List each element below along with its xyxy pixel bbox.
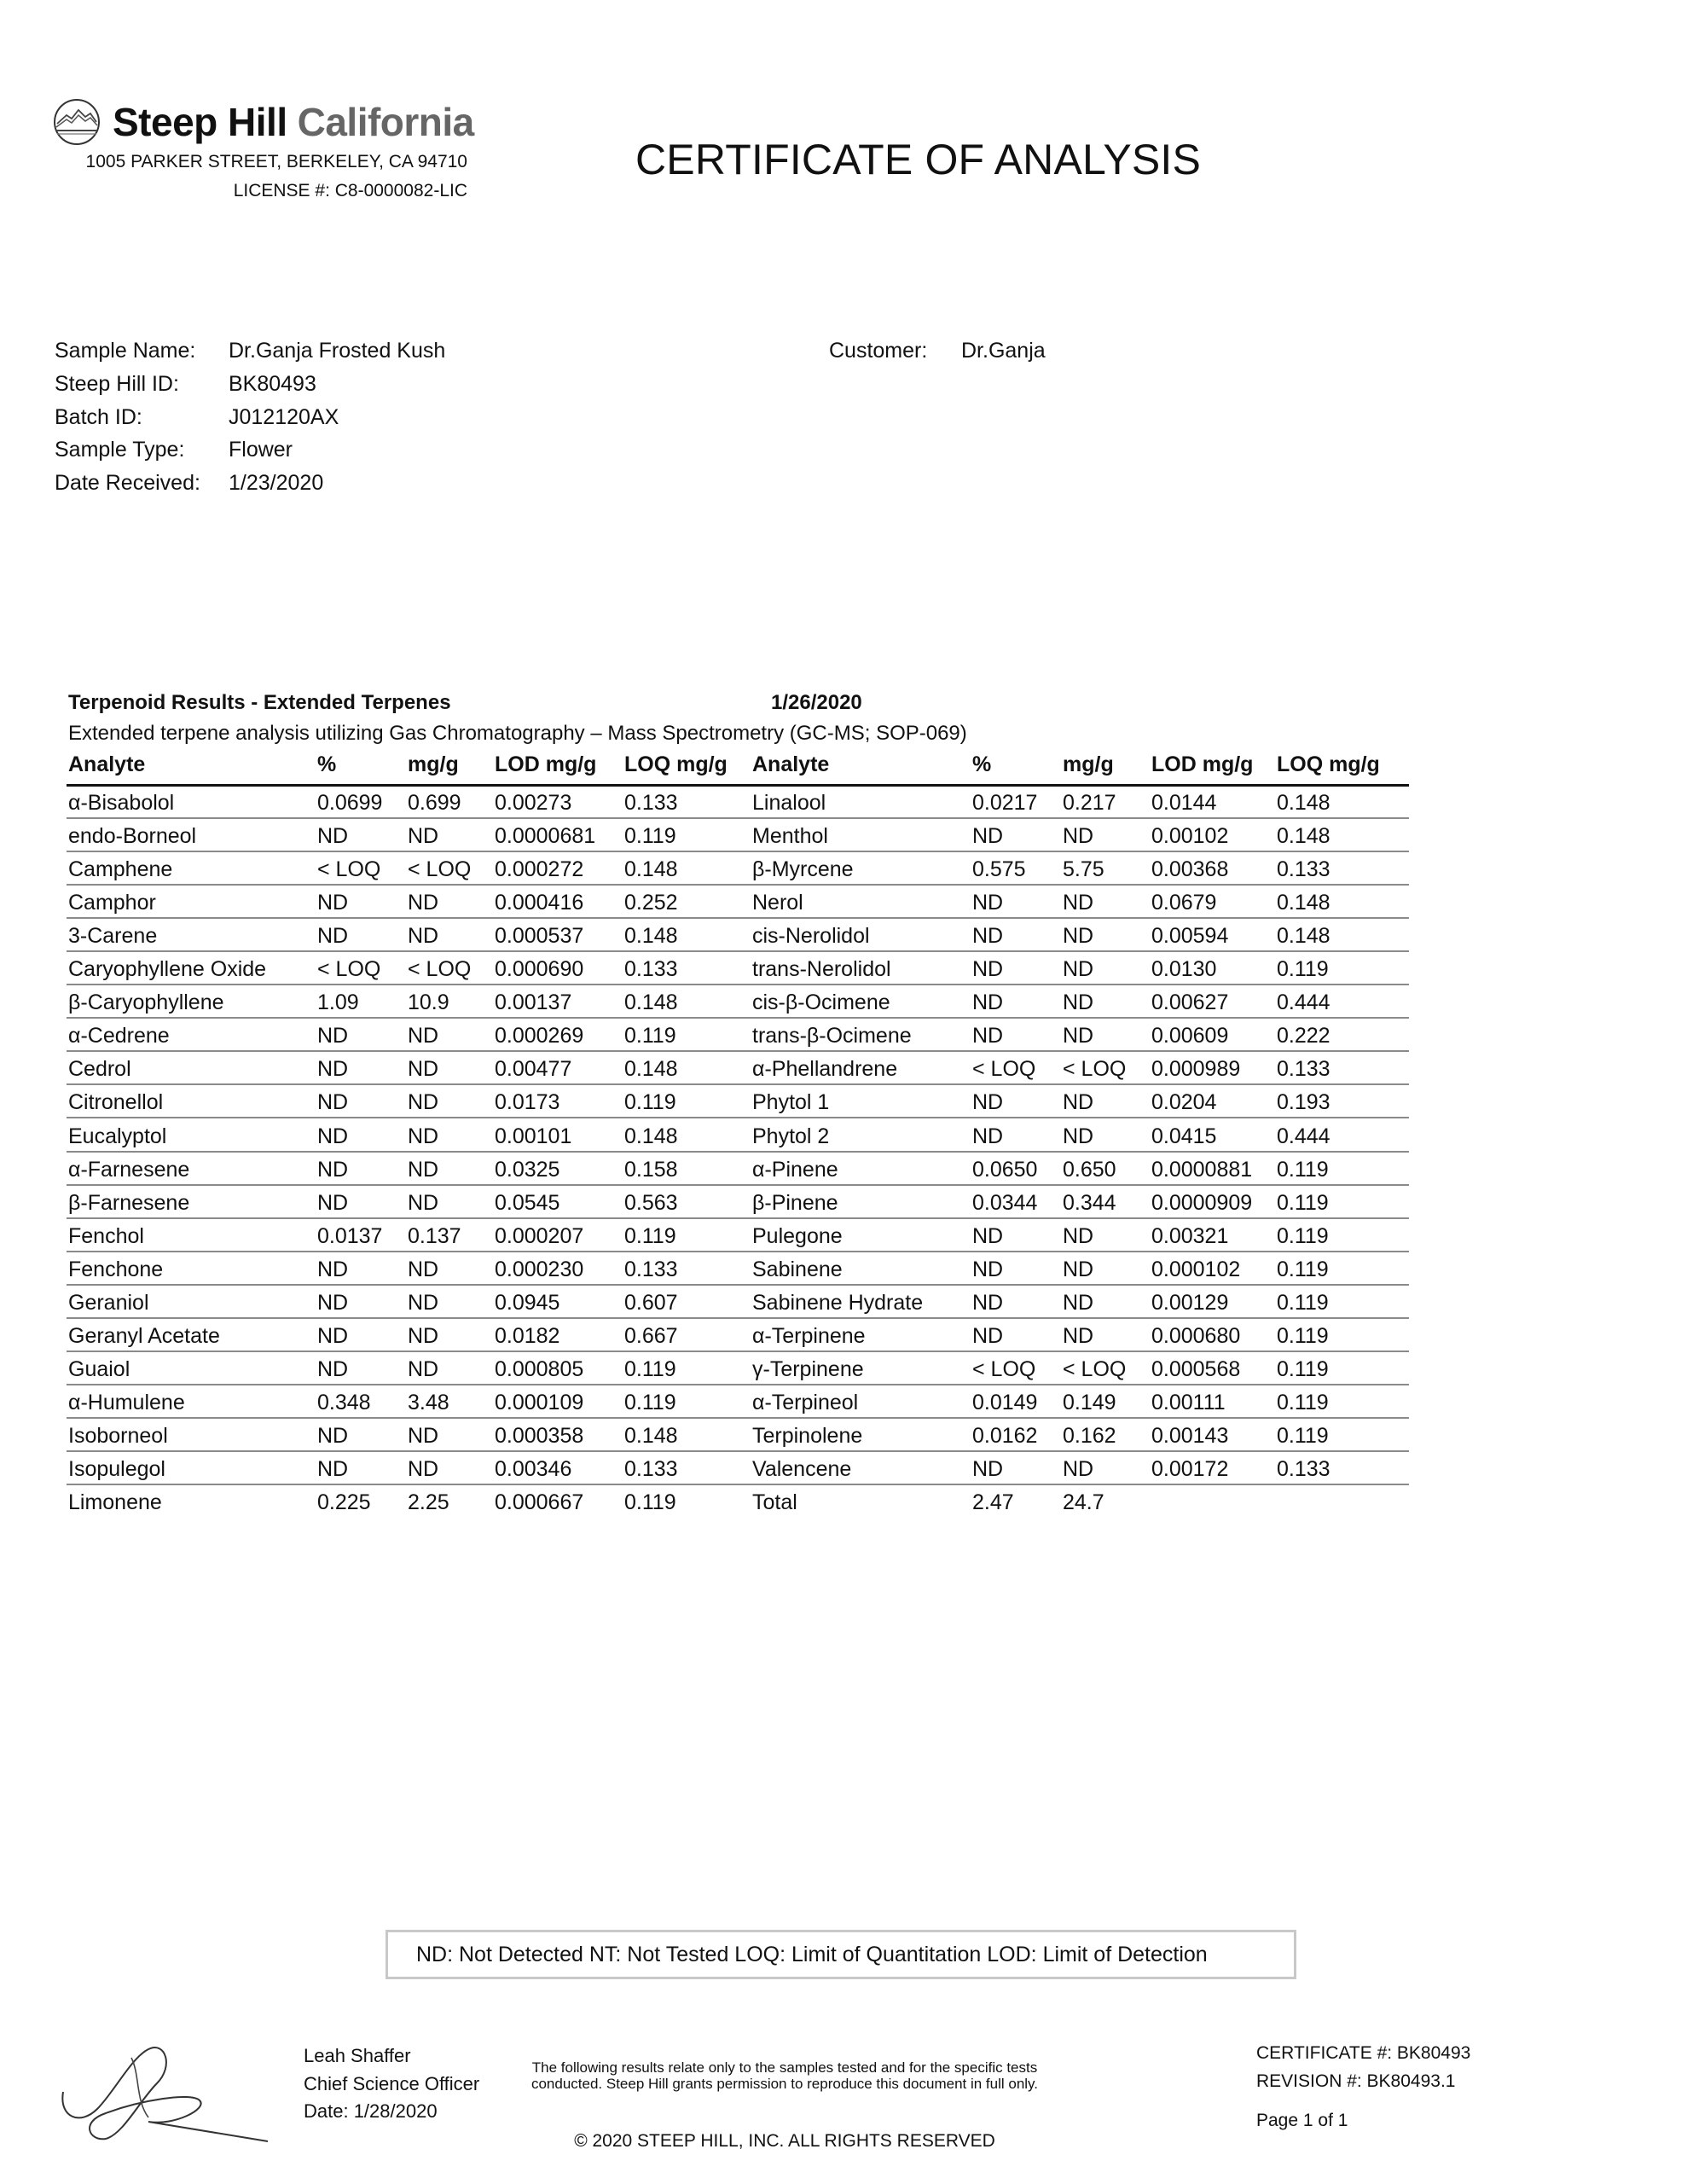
table-row (67, 1352, 1409, 1385)
left-percent-cell: < LOQ (317, 957, 381, 982)
left-analyte-cell: 3-Carene (68, 924, 158, 949)
right-lod-cell: 0.00172 (1151, 1457, 1229, 1481)
right-analyte-cell: γ-Terpinene (752, 1356, 864, 1381)
right-analyte-cell: Menthol (752, 824, 828, 849)
left-percent-cell: ND (317, 1323, 349, 1348)
mountain-circle-logo-icon (53, 98, 101, 146)
right-lod-cell: 0.000989 (1151, 1057, 1241, 1082)
left-loq-cell: 0.119 (624, 1090, 676, 1115)
right-lod-cell: 0.0130 (1151, 957, 1217, 982)
right-percent-cell: 0.0149 (972, 1390, 1038, 1414)
right-percent-cell: ND (972, 1323, 1004, 1348)
right-mg-per-g-cell: ND (1063, 957, 1094, 982)
right-analyte-cell: Pulegone (752, 1223, 843, 1248)
left-lod-cell: 0.0000681 (495, 824, 596, 849)
left-percent-cell: 0.225 (317, 1490, 371, 1515)
right-mg-per-g-cell: 0.162 (1063, 1423, 1116, 1448)
left-percent-cell: ND (317, 924, 349, 949)
left-analyte-cell: Camphene (68, 857, 173, 882)
legend-text: ND: Not Detected NT: Not Tested LOQ: Limit of Quantitation LOD: Limit of Detection (416, 1943, 1208, 1966)
left-lod-cell: 0.000416 (495, 891, 584, 915)
right-mg-per-g-cell: 0.217 (1063, 791, 1116, 815)
right-mg-per-g-cell: ND (1063, 1257, 1094, 1281)
right-mg-per-g-cell: ND (1063, 1290, 1094, 1315)
left-loq-cell: 0.133 (624, 791, 678, 815)
right-percent-cell: 0.0650 (972, 1157, 1038, 1182)
right-percent-cell: ND (972, 1223, 1004, 1248)
right-loq-cell: 0.148 (1277, 824, 1330, 849)
left-analyte-cell: Cedrol (68, 1057, 131, 1082)
left-loq-cell: 0.563 (624, 1190, 678, 1215)
left-percent-cell: ND (317, 824, 349, 849)
left-loq-cell: 0.133 (624, 1457, 678, 1481)
table-row (67, 919, 1409, 952)
right-mg-per-g-cell: < LOQ (1063, 1356, 1127, 1381)
right-lod-cell: 0.0000909 (1151, 1190, 1253, 1215)
right-analyte-cell: Total (752, 1490, 797, 1515)
left-percent-cell: < LOQ (317, 857, 381, 882)
batch-id-label: Batch ID: (55, 405, 142, 429)
sample-name-value: Dr.Ganja Frosted Kush (229, 339, 446, 363)
right-analyte-cell: Phytol 1 (752, 1090, 830, 1115)
right-mg-per-g-cell: ND (1063, 1223, 1094, 1248)
right-lod-cell: 0.0144 (1151, 791, 1217, 815)
table-row (67, 1319, 1409, 1352)
left-mg-per-g-cell: ND (408, 1423, 439, 1448)
brand-secondary: California (297, 100, 474, 144)
left-percent-cell: ND (317, 1257, 349, 1281)
left-loq-cell: 0.148 (624, 924, 678, 949)
left-loq-cell: 0.667 (624, 1323, 678, 1348)
right-mg-per-g-cell: ND (1063, 1024, 1094, 1048)
left-lod-cell: 0.00137 (495, 990, 572, 1015)
left-loq-cell: 0.133 (624, 957, 678, 982)
right-percent-cell: ND (972, 924, 1004, 949)
left-lod-cell: 0.000690 (495, 957, 584, 982)
table-row (67, 1153, 1409, 1186)
left-mg-per-g-cell: ND (408, 1290, 439, 1315)
left-analyte-cell: endo-Borneol (68, 824, 197, 849)
table-row (67, 1485, 1409, 1519)
right-lod-cell: 0.00143 (1151, 1423, 1229, 1448)
left-lod-cell: 0.0325 (495, 1157, 560, 1182)
certificate-number: CERTIFICATE #: BK80493 (1256, 2043, 1471, 2063)
right-lod-cell: 0.00594 (1151, 924, 1229, 949)
date-received-label: Date Received: (55, 471, 200, 495)
right-percent-cell: 0.0217 (972, 791, 1038, 815)
right-percent-cell: < LOQ (972, 1356, 1036, 1381)
left-loq-cell: 0.158 (624, 1157, 678, 1182)
right-loq-cell: 0.119 (1277, 957, 1329, 982)
table-row (67, 952, 1409, 985)
left-percent-cell: ND (317, 1290, 349, 1315)
right-loq-cell: 0.133 (1277, 1457, 1330, 1481)
right-loq-cell: 0.444 (1277, 990, 1330, 1015)
right-analyte-cell: Phytol 2 (752, 1124, 830, 1148)
right-percent-cell: ND (972, 1124, 1004, 1148)
brand-primary: Steep Hill (113, 100, 287, 144)
left-loq-cell: 0.119 (624, 824, 676, 849)
right-percent-cell: ND (972, 1090, 1004, 1115)
right-mg-per-g-cell: ND (1063, 1090, 1094, 1115)
right-analyte-cell: trans-Nerolidol (752, 957, 891, 982)
table-row (67, 1186, 1409, 1219)
table-row (67, 985, 1409, 1019)
left-percent-cell: ND (317, 1090, 349, 1115)
right-mg-per-g-cell: ND (1063, 891, 1094, 915)
right-mg-per-g-cell: 0.344 (1063, 1190, 1116, 1215)
left-analyte-cell: Limonene (68, 1490, 162, 1515)
left-lod-cell: 0.000667 (495, 1490, 584, 1515)
left-mg-per-g-cell: ND (408, 1124, 439, 1148)
right-loq-cell: 0.133 (1277, 857, 1330, 882)
left-mg-per-g-cell: ND (408, 1257, 439, 1281)
table-row (67, 1085, 1409, 1118)
col-mgg-right: mg/g (1063, 752, 1114, 776)
right-loq-cell: 0.148 (1277, 891, 1330, 915)
steep-hill-id-value: BK80493 (229, 372, 316, 396)
customer-value: Dr.Ganja (961, 339, 1046, 363)
right-analyte-cell: Valencene (752, 1457, 852, 1481)
left-analyte-cell: Fenchone (68, 1257, 164, 1281)
col-percent-right: % (972, 752, 992, 776)
col-lod-left: LOD mg/g (495, 752, 597, 776)
right-loq-cell: 0.119 (1277, 1257, 1329, 1281)
left-lod-cell: 0.0173 (495, 1090, 560, 1115)
table-row (67, 1052, 1409, 1085)
table-row (67, 1286, 1409, 1319)
left-percent-cell: ND (317, 1423, 349, 1448)
left-analyte-cell: α-Cedrene (68, 1024, 170, 1048)
left-mg-per-g-cell: ND (408, 824, 439, 849)
left-analyte-cell: Fenchol (68, 1223, 144, 1248)
right-percent-cell: ND (972, 990, 1004, 1015)
page-number: Page 1 of 1 (1256, 2111, 1348, 2130)
right-analyte-cell: Nerol (752, 891, 803, 915)
left-lod-cell: 0.000230 (495, 1257, 584, 1281)
left-mg-per-g-cell: ND (408, 1323, 439, 1348)
table-row (67, 1019, 1409, 1052)
table-row (67, 1419, 1409, 1452)
left-analyte-cell: Citronellol (68, 1090, 164, 1115)
right-mg-per-g-cell: ND (1063, 824, 1094, 849)
right-percent-cell: 0.0162 (972, 1423, 1038, 1448)
left-analyte-cell: β-Caryophyllene (68, 990, 224, 1015)
left-analyte-cell: α-Bisabolol (68, 791, 175, 815)
license-number: LICENSE #: C8-0000082-LIC (233, 181, 467, 200)
left-percent-cell: ND (317, 1057, 349, 1082)
signature-icon (55, 2041, 276, 2143)
col-loq-right: LOQ mg/g (1277, 752, 1380, 776)
left-mg-per-g-cell: ND (408, 1457, 439, 1481)
left-mg-per-g-cell: ND (408, 891, 439, 915)
left-percent-cell: ND (317, 1024, 349, 1048)
left-percent-cell: ND (317, 1190, 349, 1215)
col-percent-left: % (317, 752, 337, 776)
sample-type-value: Flower (229, 438, 293, 462)
left-mg-per-g-cell: 0.699 (408, 791, 461, 815)
revision-number: REVISION #: BK80493.1 (1256, 2071, 1456, 2091)
left-percent-cell: ND (317, 891, 349, 915)
right-loq-cell: 0.119 (1277, 1190, 1329, 1215)
right-lod-cell: 0.0679 (1151, 891, 1217, 915)
company-logo (53, 96, 474, 148)
batch-id-value: J012120AX (229, 405, 339, 429)
left-analyte-cell: Isoborneol (68, 1423, 168, 1448)
left-lod-cell: 0.0945 (495, 1290, 560, 1315)
steep-hill-id-label: Steep Hill ID: (55, 372, 179, 396)
right-lod-cell: 0.00129 (1151, 1290, 1229, 1315)
table-title: Terpenoid Results - Extended Terpenes (68, 691, 451, 714)
right-analyte-cell: α-Pinene (752, 1157, 838, 1182)
right-analyte-cell: trans-β-Ocimene (752, 1024, 912, 1048)
left-lod-cell: 0.000207 (495, 1223, 584, 1248)
right-loq-cell: 0.119 (1277, 1423, 1329, 1448)
left-percent-cell: ND (317, 1457, 349, 1481)
table-row (67, 1452, 1409, 1485)
left-mg-per-g-cell: ND (408, 1356, 439, 1381)
table-date: 1/26/2020 (771, 691, 862, 714)
left-analyte-cell: β-Farnesene (68, 1190, 190, 1215)
right-mg-per-g-cell: < LOQ (1063, 1057, 1127, 1082)
left-loq-cell: 0.148 (624, 1423, 678, 1448)
signer-date: Date: 1/28/2020 (304, 2100, 438, 2122)
left-mg-per-g-cell: ND (408, 924, 439, 949)
left-analyte-cell: α-Farnesene (68, 1157, 190, 1182)
right-analyte-cell: α-Phellandrene (752, 1057, 898, 1082)
left-percent-cell: ND (317, 1157, 349, 1182)
right-loq-cell: 0.193 (1277, 1090, 1330, 1115)
right-analyte-cell: cis-Nerolidol (752, 924, 870, 949)
right-loq-cell: 0.148 (1277, 924, 1330, 949)
right-lod-cell: 0.0000881 (1151, 1157, 1253, 1182)
col-analyte-left: Analyte (68, 752, 146, 776)
left-loq-cell: 0.148 (624, 1057, 678, 1082)
right-percent-cell: ND (972, 1457, 1004, 1481)
left-loq-cell: 0.148 (624, 857, 678, 882)
left-loq-cell: 0.119 (624, 1223, 676, 1248)
signer-name: Leah Shaffer (304, 2045, 411, 2066)
table-row (67, 786, 1409, 819)
left-loq-cell: 0.119 (624, 1490, 676, 1515)
col-mgg-left: mg/g (408, 752, 459, 776)
right-analyte-cell: α-Terpineol (752, 1390, 859, 1414)
right-mg-per-g-cell: 0.149 (1063, 1390, 1116, 1414)
left-loq-cell: 0.148 (624, 990, 678, 1015)
right-loq-cell: 0.222 (1277, 1024, 1330, 1048)
left-lod-cell: 0.000272 (495, 857, 584, 882)
left-lod-cell: 0.0545 (495, 1190, 560, 1215)
left-mg-per-g-cell: ND (408, 1190, 439, 1215)
left-lod-cell: 0.00273 (495, 791, 572, 815)
page-title: CERTIFICATE OF ANALYSIS (635, 136, 1202, 183)
right-loq-cell: 0.119 (1277, 1390, 1329, 1414)
left-mg-per-g-cell: 3.48 (408, 1390, 449, 1414)
right-lod-cell: 0.0415 (1151, 1124, 1217, 1148)
table-row (67, 819, 1409, 852)
left-mg-per-g-cell: ND (408, 1057, 439, 1082)
left-mg-per-g-cell: 0.137 (408, 1223, 461, 1248)
left-percent-cell: ND (317, 1124, 349, 1148)
right-lod-cell: 0.0204 (1151, 1090, 1217, 1115)
left-loq-cell: 0.119 (624, 1024, 676, 1048)
left-mg-per-g-cell: ND (408, 1157, 439, 1182)
right-percent-cell: ND (972, 1024, 1004, 1048)
left-analyte-cell: Eucalyptol (68, 1124, 167, 1148)
customer-label: Customer: (829, 339, 928, 363)
right-mg-per-g-cell: ND (1063, 1124, 1094, 1148)
right-analyte-cell: β-Pinene (752, 1190, 838, 1215)
right-mg-per-g-cell: ND (1063, 1323, 1094, 1348)
right-percent-cell: ND (972, 957, 1004, 982)
left-mg-per-g-cell: ND (408, 1024, 439, 1048)
left-loq-cell: 0.252 (624, 891, 678, 915)
left-percent-cell: 1.09 (317, 990, 359, 1015)
company-address: 1005 PARKER STREET, BERKELEY, CA 94710 (85, 152, 467, 171)
right-lod-cell: 0.000568 (1151, 1356, 1241, 1381)
right-lod-cell: 0.00368 (1151, 857, 1229, 882)
left-percent-cell: 0.0699 (317, 791, 383, 815)
right-percent-cell: ND (972, 1290, 1004, 1315)
table-row (67, 1252, 1409, 1286)
right-lod-cell: 0.00102 (1151, 824, 1229, 849)
sample-name-label: Sample Name: (55, 339, 196, 363)
col-loq-left: LOQ mg/g (624, 752, 728, 776)
left-analyte-cell: Geraniol (68, 1290, 149, 1315)
table-row (67, 886, 1409, 919)
right-mg-per-g-cell: 5.75 (1063, 857, 1104, 882)
left-analyte-cell: Caryophyllene Oxide (68, 957, 267, 982)
table-row (67, 1119, 1409, 1153)
left-analyte-cell: Camphor (68, 891, 156, 915)
right-lod-cell: 0.000102 (1151, 1257, 1241, 1281)
abbreviation-legend (386, 1930, 1296, 1979)
left-loq-cell: 0.148 (624, 1124, 678, 1148)
table-description: Extended terpene analysis utilizing Gas Chromatography – Mass Spectrometry (GC-MS; SOP-069) (68, 722, 967, 745)
left-lod-cell: 0.000805 (495, 1356, 584, 1381)
col-analyte-right: Analyte (752, 752, 830, 776)
left-mg-per-g-cell: < LOQ (408, 957, 472, 982)
right-loq-cell: 0.119 (1277, 1356, 1329, 1381)
right-analyte-cell: Terpinolene (752, 1423, 863, 1448)
copyright: © 2020 STEEP HILL, INC. ALL RIGHTS RESERVED (574, 2131, 995, 2151)
disclaimer: The following results relate only to the samples tested and for the specific tests conducted. Steep Hill grants permission to reproduce this document in full only. (530, 2059, 1039, 2092)
left-lod-cell: 0.00346 (495, 1457, 572, 1481)
right-percent-cell: 0.0344 (972, 1190, 1038, 1215)
left-mg-per-g-cell: < LOQ (408, 857, 472, 882)
right-loq-cell: 0.119 (1277, 1290, 1329, 1315)
right-loq-cell: 0.119 (1277, 1223, 1329, 1248)
right-loq-cell: 0.119 (1277, 1323, 1329, 1348)
right-loq-cell: 0.444 (1277, 1124, 1330, 1148)
left-analyte-cell: Guaiol (68, 1356, 130, 1381)
left-percent-cell: 0.0137 (317, 1223, 383, 1248)
left-percent-cell: ND (317, 1356, 349, 1381)
sample-type-label: Sample Type: (55, 438, 185, 462)
date-received-value: 1/23/2020 (229, 471, 324, 495)
left-mg-per-g-cell: ND (408, 1090, 439, 1115)
right-percent-cell: 2.47 (972, 1490, 1014, 1515)
right-mg-per-g-cell: ND (1063, 990, 1094, 1015)
right-mg-per-g-cell: ND (1063, 1457, 1094, 1481)
right-percent-cell: 0.575 (972, 857, 1026, 882)
left-analyte-cell: α-Humulene (68, 1390, 185, 1414)
right-loq-cell: 0.148 (1277, 791, 1330, 815)
right-loq-cell: 0.119 (1277, 1157, 1329, 1182)
right-lod-cell: 0.00627 (1151, 990, 1229, 1015)
left-lod-cell: 0.0182 (495, 1323, 560, 1348)
left-loq-cell: 0.607 (624, 1290, 678, 1315)
right-percent-cell: ND (972, 824, 1004, 849)
table-row (67, 852, 1409, 886)
right-percent-cell: < LOQ (972, 1057, 1036, 1082)
left-lod-cell: 0.000358 (495, 1423, 584, 1448)
right-percent-cell: ND (972, 891, 1004, 915)
left-analyte-cell: Isopulegol (68, 1457, 165, 1481)
right-analyte-cell: Sabinene (752, 1257, 843, 1281)
table-row (67, 1385, 1409, 1419)
right-mg-per-g-cell: 24.7 (1063, 1490, 1104, 1515)
left-lod-cell: 0.000109 (495, 1390, 584, 1414)
left-loq-cell: 0.133 (624, 1257, 678, 1281)
right-lod-cell: 0.00609 (1151, 1024, 1229, 1048)
right-loq-cell: 0.133 (1277, 1057, 1330, 1082)
left-analyte-cell: Geranyl Acetate (68, 1323, 220, 1348)
right-analyte-cell: β-Myrcene (752, 857, 854, 882)
left-mg-per-g-cell: 2.25 (408, 1490, 449, 1515)
right-mg-per-g-cell: ND (1063, 924, 1094, 949)
left-lod-cell: 0.00477 (495, 1057, 572, 1082)
left-loq-cell: 0.119 (624, 1390, 676, 1414)
right-mg-per-g-cell: 0.650 (1063, 1157, 1116, 1182)
right-analyte-cell: α-Terpinene (752, 1323, 866, 1348)
right-percent-cell: ND (972, 1257, 1004, 1281)
left-lod-cell: 0.00101 (495, 1124, 572, 1148)
left-loq-cell: 0.119 (624, 1356, 676, 1381)
right-analyte-cell: Linalool (752, 791, 826, 815)
right-lod-cell: 0.000680 (1151, 1323, 1241, 1348)
signer-title: Chief Science Officer (304, 2073, 480, 2094)
right-lod-cell: 0.00111 (1151, 1390, 1226, 1414)
col-lod-right: LOD mg/g (1151, 752, 1254, 776)
right-analyte-cell: cis-β-Ocimene (752, 990, 890, 1015)
left-lod-cell: 0.000537 (495, 924, 584, 949)
table-row (67, 1219, 1409, 1252)
left-percent-cell: 0.348 (317, 1390, 371, 1414)
left-mg-per-g-cell: 10.9 (408, 990, 449, 1015)
left-lod-cell: 0.000269 (495, 1024, 584, 1048)
right-analyte-cell: Sabinene Hydrate (752, 1290, 924, 1315)
right-lod-cell: 0.00321 (1151, 1223, 1229, 1248)
